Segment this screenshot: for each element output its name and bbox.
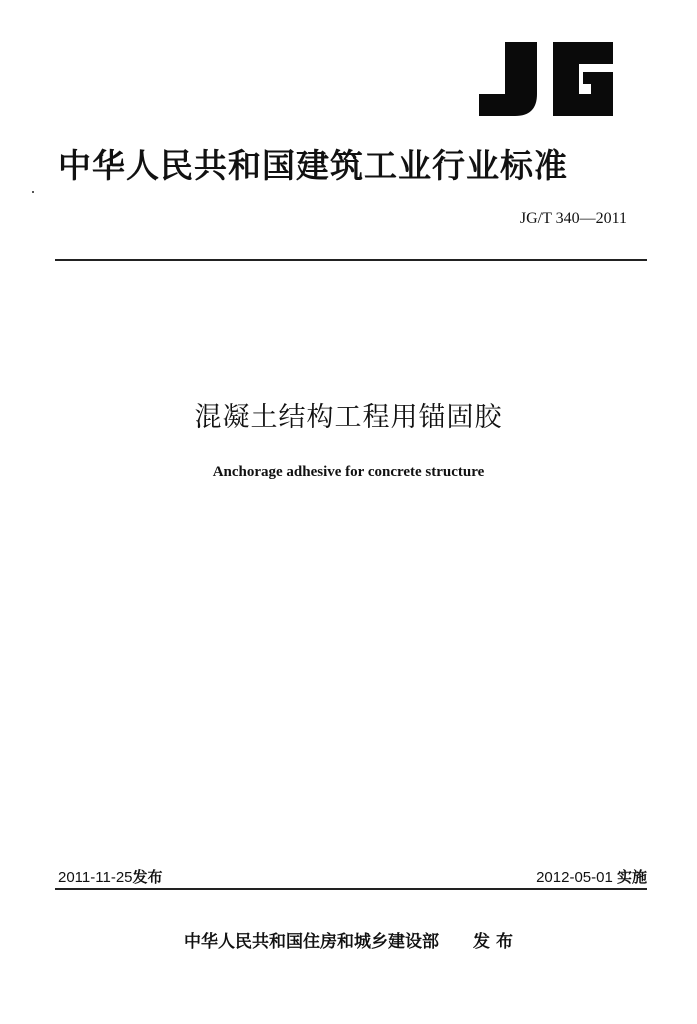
jg-logo-graphic: [467, 38, 617, 118]
publisher-line: [0, 927, 697, 952]
issue-date: 2011-11-25: [58, 869, 133, 886]
implementation-label: 实施: [616, 868, 647, 886]
standard-number: JG/T 340—2011: [519, 210, 627, 227]
document-title-chinese: 混凝土结构工程用锚固胶: [194, 402, 503, 433]
implementation-date: 2012-05-01: [536, 869, 613, 886]
jg-logo: [467, 38, 617, 118]
scan-speck: [32, 191, 34, 193]
top-divider: [55, 259, 647, 261]
ministry-standard-title: 中华人民共和国建筑工业行业标准: [58, 146, 568, 185]
document-title-english: Anchorage adhesive for concrete structure: [212, 464, 485, 480]
implementation-date-line: [536, 866, 647, 887]
bottom-divider: [55, 888, 647, 890]
publish-label: 发 布: [473, 932, 513, 952]
publisher-name: 中华人民共和国住房和城乡建设部: [184, 932, 440, 952]
issue-date-line: [58, 866, 163, 887]
issue-label: 发布: [132, 868, 163, 886]
